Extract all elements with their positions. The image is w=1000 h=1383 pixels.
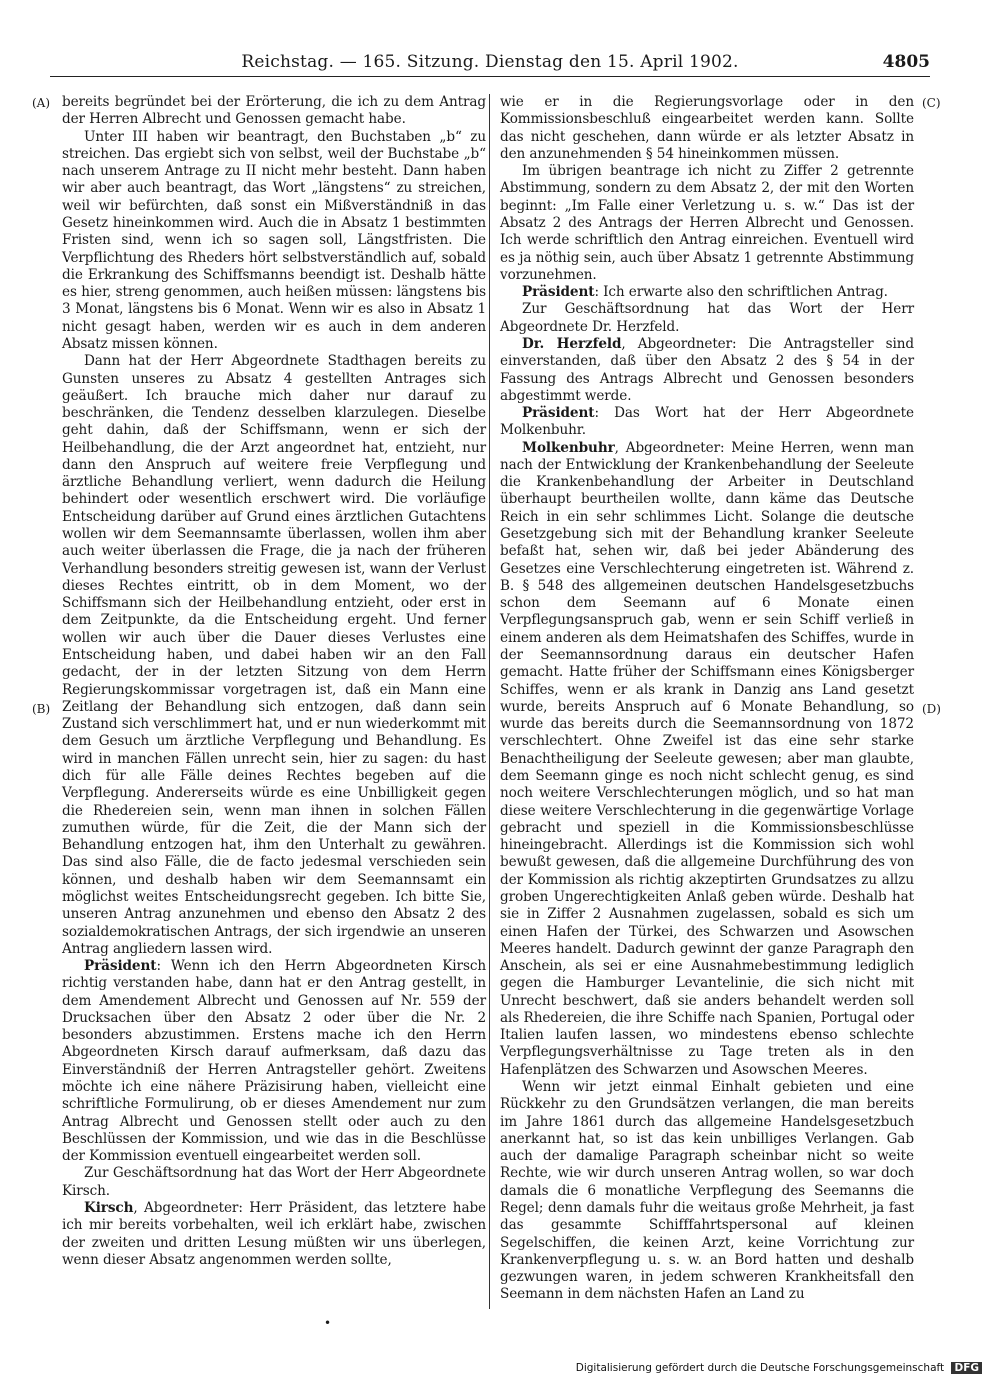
page-dot: •: [324, 1316, 332, 1330]
footer-credit-text: Digitalisierung gefördert durch die Deutsche Forschungsgemeinschaft: [575, 1362, 945, 1374]
paragraph: Unter III haben wir beantragt, den Buchstaben „b“ zu streichen. Das ergiebt sich von selbst, weil der Buchstabe „b“ nach unserem Antrage zu II nicht mehr besteht. Dann haben wir aber auch beantragt, das Wort „längstens“ zu streichen, weil wir befürchten, daß sonst ein Mißverständniß in das Gesetz hineinkommen wird. Auch die in Absatz 1 bestimmten Fristen sind, wenn ich so sagen soll, Längstfristen. Die Verpflichtung des Rheders hört selbstverständlich auf, sobald die Erkrankung des Schiffsmanns beendigt ist. Deshalb hätte es hier, streng genommen, auch heißen müssen: längstens bis 3 Monat, längstens bis 6 Monat. Wenn wir es also in Absatz 1 nicht gesagt haben, werden wir es auch in dem anderen Absatz missen können.: [62, 128, 486, 352]
speaker-paragraph: Präsident: Ich erwarte also den schriftlichen Antrag.: [522, 284, 888, 301]
page-header: [50, 50, 930, 77]
paragraph: wie er in die Regierungsvorlage oder in den Kommissionsbeschluß eingearbeitet werden kann. Sollte das nicht geschehen, dann würde er als letzter Absatz in den anzunehmenden § 54 hineinkommen müssen.: [500, 94, 914, 162]
footer-credit: [576, 1362, 982, 1374]
paragraph: Wenn wir jetzt einmal Einhalt gebieten und eine Rückkehr zu den Grundsätzen verlangen, die man bereits im Jahre 1861 durch das allgemeine Handelsgesetzbuch anerkannt hat, so ist das kein unbilliges Verlangen. Gab auch der damalige Paragraph scheinbar nicht so weite Rechte, wie wir durch unseren Antrag wollen, so war doch damals die 6 monatliche Verpflegung des Seemanns die Regel; denn damals fuhr die weitaus große Mehrheit, ja fast das gesammte Schifffahrtspersonal auf kleinen Segelschiffen, die keinen Arzt, keine Vorrichtung zur Krankenverpflegung u. s. w. an Bord hatten und deshalb gezwungen waren, in jedem schweren Krankheitsfall den Seemann in dem nächsten Hafen an Land zu: [500, 1079, 914, 1303]
speaker-paragraph: Dr. Herzfeld, Abgeordneter: Die Antragsteller sind einverstanden, daß über den Absatz 2 des § 54 in der Fassung des Antrags Albrecht und Genossen besonders abgestimmt werde.: [500, 335, 914, 404]
paragraph: bereits begründet bei der Erörterung, die ich zu dem Antrag der Herren Albrecht und Genossen gemacht habe.: [62, 94, 486, 128]
speaker-name: Molkenbuhr: [522, 439, 615, 456]
margin-marker-b: (B): [32, 702, 51, 716]
paragraph: Zur Geschäftsordnung hat das Wort der Herr Abgeordnete Dr. Herzfeld.: [500, 301, 914, 335]
margin-marker-d: (D): [922, 702, 941, 716]
paragraph: Im übrigen beantrage ich nicht zu Ziffer 2 getrennte Abstimmung, sondern zu dem Absatz 2, der mit den Worten beginnt: „Im Falle einer Verletzung u. s. w.“ Das ist der Absatz 2 des Antrags der Herren Albrecht und Genossen. Ich werde schriftlich den Antrag einreichen. Eventuell wird es ja nöthig sein, auch über Absatz 1 getrennte Abstimmung vorzunehmen.: [500, 163, 914, 283]
speaker-name: Präsident: [522, 405, 595, 422]
speaker-name: Präsident: [522, 284, 595, 301]
paragraph: Zur Geschäftsordnung hat das Wort der Herr Abgeordnete Kirsch.: [62, 1165, 486, 1199]
left-column: [62, 94, 486, 1269]
dfg-logo: DFG: [951, 1362, 982, 1374]
margin-marker-a: (A): [32, 96, 51, 110]
running-title: Reichstag. — 165. Sitzung. Dienstag den 15. April 1902.: [241, 52, 739, 72]
speaker-paragraph: Kirsch, Abgeordneter: Herr Präsident, das letztere habe ich mir bereits vorbehalten, weil ich erklärt habe, zwischen der zweiten und dritten Lesung müßten wir uns überlegen, wenn dieser Absatz angenommen werden sollte,: [62, 1200, 486, 1268]
speaker-name: Dr. Herzfeld: [522, 335, 622, 352]
speaker-name: Kirsch: [84, 1200, 134, 1216]
margin-marker-c: (C): [922, 96, 941, 110]
column-divider: [489, 94, 490, 1309]
right-column: [500, 94, 914, 1304]
speaker-paragraph: Präsident: Wenn ich den Herrn Abgeordneten Kirsch richtig verstanden habe, dann hat er den Antrag gestellt, in dem Amendement Albrecht und Genossen auf Nr. 559 der Drucksachen über den Absatz 2 oder über die Nr. 2 besonders abzustimmen. Erstens mache ich den Herrn Abgeordneten Kirsch darauf aufmerksam, daß dazu das Einverständniß der Herren Antragsteller gehört. Zweitens möchte ich eine nähere Präzisirung haben, vielleicht eine schriftliche Formulirung, ob er dieses Amendement nur zum Antrag Albrecht und Genossen stellt oder auch zu den Beschlüssen der Kommission, und wie das in die Beschlüsse der Kommission eventuell eingearbeitet werden soll.: [62, 958, 486, 1165]
paragraph: Dann hat der Herr Abgeordnete Stadthagen bereits zu Gunsten unseres zu Absatz 4 gestellten Antrages sich geäußert. Ich brauche mich daher nur darauf zu beschränken, die Tendenz desselben klarzulegen. Dieselbe geht dahin, daß der Schiffsmann, wenn er sich der Heilbehandlung, die der Arzt angeordnet hat, entzieht, nur dann den Anspruch auf weitere freie Verpflegung und ärztliche Behandlung verliert, wenn dadurch die Heilung behindert oder wesentlich erschwert wird. Die vorläufige Entscheidung darüber auf Grund eines ärztlichen Gutachtens wollen wir dem Seemannsamte überlassen, wollen ihm aber auch weiter überlassen die Frage, die ja nach der früheren Verhandlung besonders streitig gewesen ist, wann der Verlust dieses Rechtes eintritt, ob in dem Moment, wo der Schiffsmann sich der Heilbehandlung entzieht, oder erst in dem Zeitpunkte, da die Entscheidung ergeht. Und ferner wollen wir auch über die Dauer dieses Verlustes eine Entscheidung haben, und dabei haben wir an den Fall gedacht, der in der letzten Sitzung von dem Herrn Regierungskommissar vorgetragen ist, daß ein Mann eine Zeitlang der Behandlung sich entzogen, daß dann sein Zustand sich verschlimmert hat, und er nun wiederkommt mit dem Gesuch um ärztliche Verpflegung und Behandlung. Es wird in manchen Fällen unrecht sein, hier zu sagen: du hast dich für alle Fälle deines Rechtes begeben auf die Verpflegung. Andererseits würde es eine Unbilligkeit gegen die Rhedereien sein, wenn man ihnen in solchen Fällen zumuthen würde, für die Zeit, die der Mann sich der Behandlung entzogen hat, ihm den Unterhalt zu gewähren. Das sind also Fälle, die de facto jedesmal verschieden sein können, und deshalb haben wir dem Seemannsamt ein möglichst weites Entscheidungsrecht gegeben. Ich bitte Sie, unseren Antrag anzunehmen und ebenso den Absatz 2 des sozialdemokratischen Antrags, der sich irgendwie an unseren Antrag angliedern lassen wird.: [62, 353, 487, 957]
speaker-name: Präsident: [84, 958, 157, 975]
page-number: 4805: [882, 52, 930, 72]
speaker-paragraph: Präsident: Das Wort hat der Herr Abgeordnete Molkenbuhr.: [500, 405, 914, 439]
speaker-paragraph: Molkenbuhr, Abgeordneter: Meine Herren, wenn man nach der Entwicklung der Krankenbehandlung der Seeleute die Krankenbehandlung der Arbeiter in Deutschland überhaupt beurtheilen wollte, dann käme das Deutsche Reich in ein sehr schlimmes Licht. Solange die deutsche Gesetzgebung sich mit der Behandlung kranker Seeleute befaßt hat, sehen wir, daß bei jeder Abänderung des Gesetzes eine Verschlechterung eingetreten ist. Während z. B. § 548 des allgemeinen deutschen Handelsgesetzbuchs schon dem Seemann auf 6 Monate einen Verpflegungsanspruch gab, wenn er sein Schiff verließ in einem anderen als dem Heimatshafen des Schiffes, wurde in der Seemannsordnung daraus ein deutscher Hafen gemacht. Hatte früher der Schiffsmann eines Königsberger Schiffes, wenn er als krank in Danzig ans Land gesetzt wurde, bereits Anspruch auf 6 Monate Behandlung, so wurde das bereits durch die Seemannsordnung von 1872 verschlechtert. Ohne Zweifel ist das eine sehr starke Benachtheiligung der Seeleute gewesen; aber man glaubte, dem Seemann ginge es noch nicht schlecht genug, es sind noch weitere Verschlechterungen möglich, und so hat man diese weitere Verschlechterung in die gegenwärtige Vorlage gebracht und speziell in die Kommissionsbeschlüsse hineingebracht. Allerdings ist die Kommission sich wohl bewußt gewesen, daß die allgemeine Durchführung des von der Kommission als richtig akzeptirten Grundsatzes zu allzu groben Ungerechtigkeiten Anlaß geben würde. Deshalb hat sie in Ziffer 2 Ausnahmen zugelassen, sobald es sich um einen Hafen der Türkei, des Schwarzen und Asowschen Meeres handelt. Dadurch gewinnt der ganze Paragraph den Anschein, als sei er eine Ausnahmebestimmung lediglich gegen die Hamburger Levantelinie, die sich nicht mit Unrecht beschwert, daß sie anders behandelt werden soll als Rhedereien, die ihre Schiffe nach Spanien, Portugal oder Italien laufen lassen, wo mindestens ebenso schlechte Verpflegungsverhältnisse zu Tage treten als in den Hafenplätzen des Schwarzen und Asowschen Meeres.: [500, 439, 914, 1078]
